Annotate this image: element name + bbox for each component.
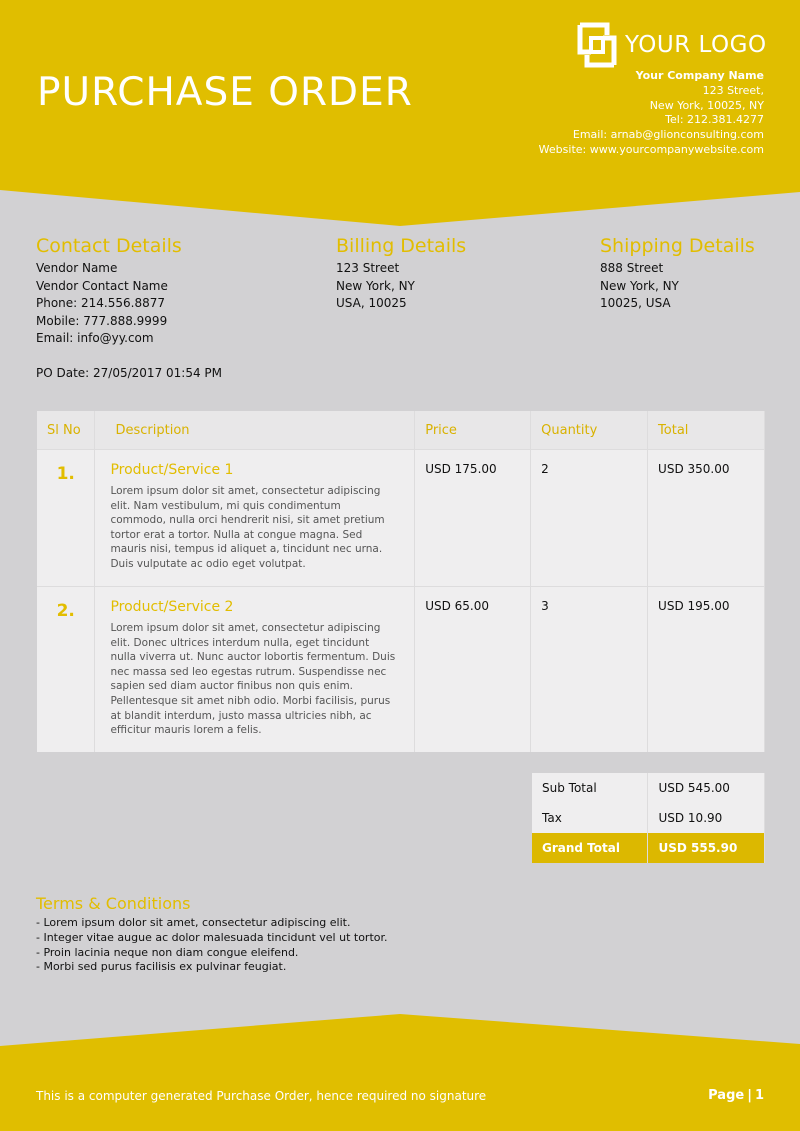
row-price: USD 65.00: [415, 587, 531, 753]
shipping-line: 888 Street: [600, 261, 664, 275]
col-total: Total: [648, 411, 765, 450]
billing-line: USA, 10025: [336, 296, 407, 310]
grand-total-value: USD 555.90: [648, 833, 765, 863]
billing-line: 123 Street: [336, 261, 400, 275]
row-index: 1.: [37, 450, 95, 587]
product-name: Product/Service 2: [110, 599, 234, 615]
subtotal-label: Sub Total: [532, 773, 648, 803]
row-quantity: 2: [531, 450, 648, 587]
logo-text: YOUR LOGO: [625, 32, 767, 58]
terms-heading: Terms & Conditions: [36, 894, 191, 913]
terms-list: [36, 916, 388, 975]
vendor-mobile: Mobile: 777.888.9999: [36, 313, 168, 328]
subtotal-value: USD 545.00: [648, 773, 765, 803]
terms-item: - Morbi sed purus facilisis ex pulvinar feugiat.: [36, 960, 287, 974]
terms-item: - Lorem ipsum dolor sit amet, consectetur adipiscing elit.: [36, 916, 351, 929]
product-description: Lorem ipsum dolor sit amet, consectetur adipiscing elit. Nam vestibulum, mi quis condimentum commodo, nulla orci hendrerit nisi, sit amet pretium tortor erat a tortor. Nulla at congue magna. Sed mauris nisi, tempus id aliquet a, tincidunt nec urna. Duis vulputate ac odio eget volutpat.: [110, 485, 385, 570]
terms-item: - Proin lacinia neque non diam congue eleifend.: [36, 945, 299, 959]
logo-icon: [577, 22, 617, 68]
page-indicator: [708, 1088, 764, 1103]
page-label: Page: [708, 1088, 745, 1103]
items-table: [37, 411, 765, 752]
table-header-row: [37, 411, 765, 450]
vendor-contact-name: Vendor Contact Name: [36, 278, 168, 293]
tax-row: [532, 803, 765, 833]
tax-value: USD 10.90: [648, 803, 765, 833]
shipping-line: 10025, USA: [600, 296, 671, 310]
vendor-email: Email: info@yy.com: [36, 331, 154, 345]
col-description: Description: [95, 411, 415, 450]
footer-note: This is a computer generated Purchase Order, hence required no signature: [36, 1089, 487, 1103]
row-total: USD 350.00: [648, 450, 765, 587]
page-number: 1: [754, 1088, 764, 1103]
vendor-name: Vendor Name: [36, 261, 118, 275]
product-name: Product/Service 1: [110, 462, 234, 478]
col-sl-no: Sl No: [37, 411, 95, 450]
company-tel: Tel: 212.381.4277: [665, 113, 764, 127]
grand-total-row: [532, 833, 765, 863]
grand-total-label: Grand Total: [532, 833, 648, 863]
shipping-line: New York, NY: [600, 278, 679, 293]
row-total: USD 195.00: [648, 587, 765, 753]
col-quantity: Quantity: [531, 411, 648, 450]
po-date: PO Date: 27/05/2017 01:54 PM: [36, 366, 222, 380]
company-street: 123 Street,: [702, 83, 764, 97]
contact-heading: Contact Details: [36, 235, 182, 257]
billing-details: [336, 260, 415, 313]
vendor-phone: Phone: 214.556.8877: [36, 296, 166, 310]
company-city: New York, 10025, NY: [649, 98, 764, 112]
product-description: Lorem ipsum dolor sit amet, consectetur adipiscing elit. Donec ultrices interdum nulla, eget tincidunt nulla viverra ut. Nunc auctor lobortis fermentum. Duis nec massa sed leo egestas rutrum. Suspendisse nec sapien sed diam auctor finibus non quis enim. Pellentesque sit amet nibh odio. Morbi facilisis, purus at blandit interdum, justo massa ultricies nibh, ac efficitur mauris lorem a felis.: [110, 622, 396, 737]
company-website: Website: www.yourcompanywebsite.com: [538, 142, 764, 156]
subtotal-row: [532, 773, 765, 803]
row-price: USD 175.00: [415, 450, 531, 587]
footer-banner: [0, 1010, 800, 1131]
company-email: Email: arnab@glionconsulting.com: [572, 128, 764, 142]
table-row: [37, 587, 765, 753]
page-separator: |: [747, 1088, 752, 1103]
tax-label: Tax: [532, 803, 648, 833]
terms-item: - Integer vitae augue ac dolor malesuada tincidunt vel ut tortor.: [36, 930, 388, 944]
shipping-details: [600, 260, 679, 313]
shipping-heading: Shipping Details: [600, 235, 755, 257]
col-price: Price: [415, 411, 531, 450]
table-row: [37, 450, 765, 587]
page-title: PURCHASE ORDER: [37, 70, 413, 115]
row-quantity: 3: [531, 587, 648, 753]
company-info: [539, 69, 764, 158]
billing-heading: Billing Details: [336, 235, 467, 257]
totals-table: [532, 773, 765, 863]
billing-line: New York, NY: [336, 278, 415, 293]
company-logo: [577, 22, 767, 68]
row-index: 2.: [37, 587, 95, 753]
contact-details: [36, 260, 168, 348]
company-name: Your Company Name: [635, 69, 764, 82]
